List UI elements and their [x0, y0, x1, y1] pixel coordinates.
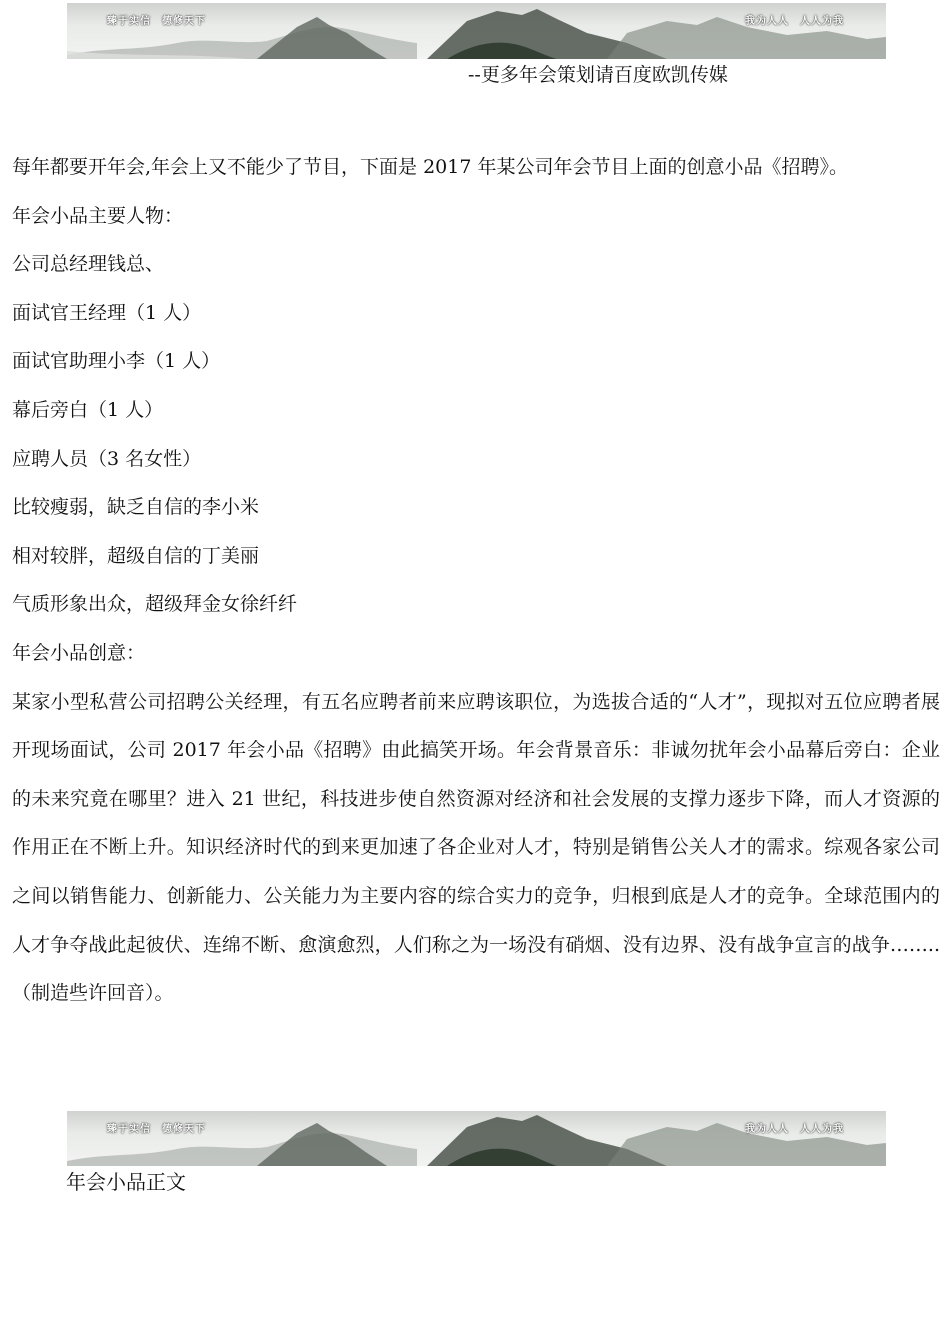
banner-slogan-right: 我为人人 人人为我 — [745, 1124, 844, 1135]
banner-slogan-left: 臻于实信 德修天下 — [107, 16, 206, 27]
character-line: 幕后旁白（1 人） — [12, 398, 164, 421]
document-body — [12, 143, 940, 1018]
idea-heading: 年会小品创意： — [12, 641, 146, 664]
footer-banner-image — [67, 1111, 886, 1166]
section-title: 年会小品正文 — [66, 1170, 186, 1194]
character-line: 比较瘦弱，缺乏自信的李小米 — [12, 496, 260, 519]
character-line: 相对较胖，超级自信的丁美丽 — [12, 544, 260, 567]
character-line: 气质形象出众，超级拜金女徐纤纤 — [12, 593, 298, 616]
header-tagline: --更多年会策划请百度欧凯传媒 — [468, 64, 728, 86]
idea-paragraph: 某家小型私营公司招聘公关经理，有五名应聘者前来应聘该职位，为选拔合适的“人才”，现拟对五位应聘者展开现场面试，公司 2017 年会小品《招聘》由此搞笑开场。年会背景音乐：非诚勿扰年会小品幕后旁白：企业的未来究竟在哪里？进入 21 世纪，科技进步使自然资源对经济和社会发展的支撑力逐步下降，而人才资源的作用正在不断上升。知识经济时代的到来更加速了各企业对人才，特别是销售公关人才的需求。综观各家公司之间以销售能力、创新能力、公关能力为主要内容的综合实力的竞争，归根到底是人才的竞争。全球范围内的人才争夺战此起彼伏、连绵不断、愈演愈烈，人们称之为一场没有硝烟、没有边界、没有战争宣言的战争……..（制造些许回音）。 — [12, 690, 940, 1005]
intro-paragraph: 每年都要开年会,年会上又不能少了节目，下面是 2017 年某公司年会节目上面的创意小品《招聘》。 — [12, 156, 848, 178]
banner-slogan-left: 臻于实信 德修天下 — [107, 1124, 206, 1135]
character-line: 面试官王经理（1 人） — [12, 301, 202, 324]
banner-slogan-right: 我为人人 人人为我 — [745, 16, 844, 27]
header-banner-image — [67, 3, 886, 59]
character-line: 公司总经理钱总、 — [12, 253, 165, 276]
characters-heading: 年会小品主要人物： — [12, 204, 184, 227]
character-line: 应聘人员（3 名女性） — [12, 447, 202, 470]
character-line: 面试官助理小李（1 人） — [12, 350, 221, 373]
